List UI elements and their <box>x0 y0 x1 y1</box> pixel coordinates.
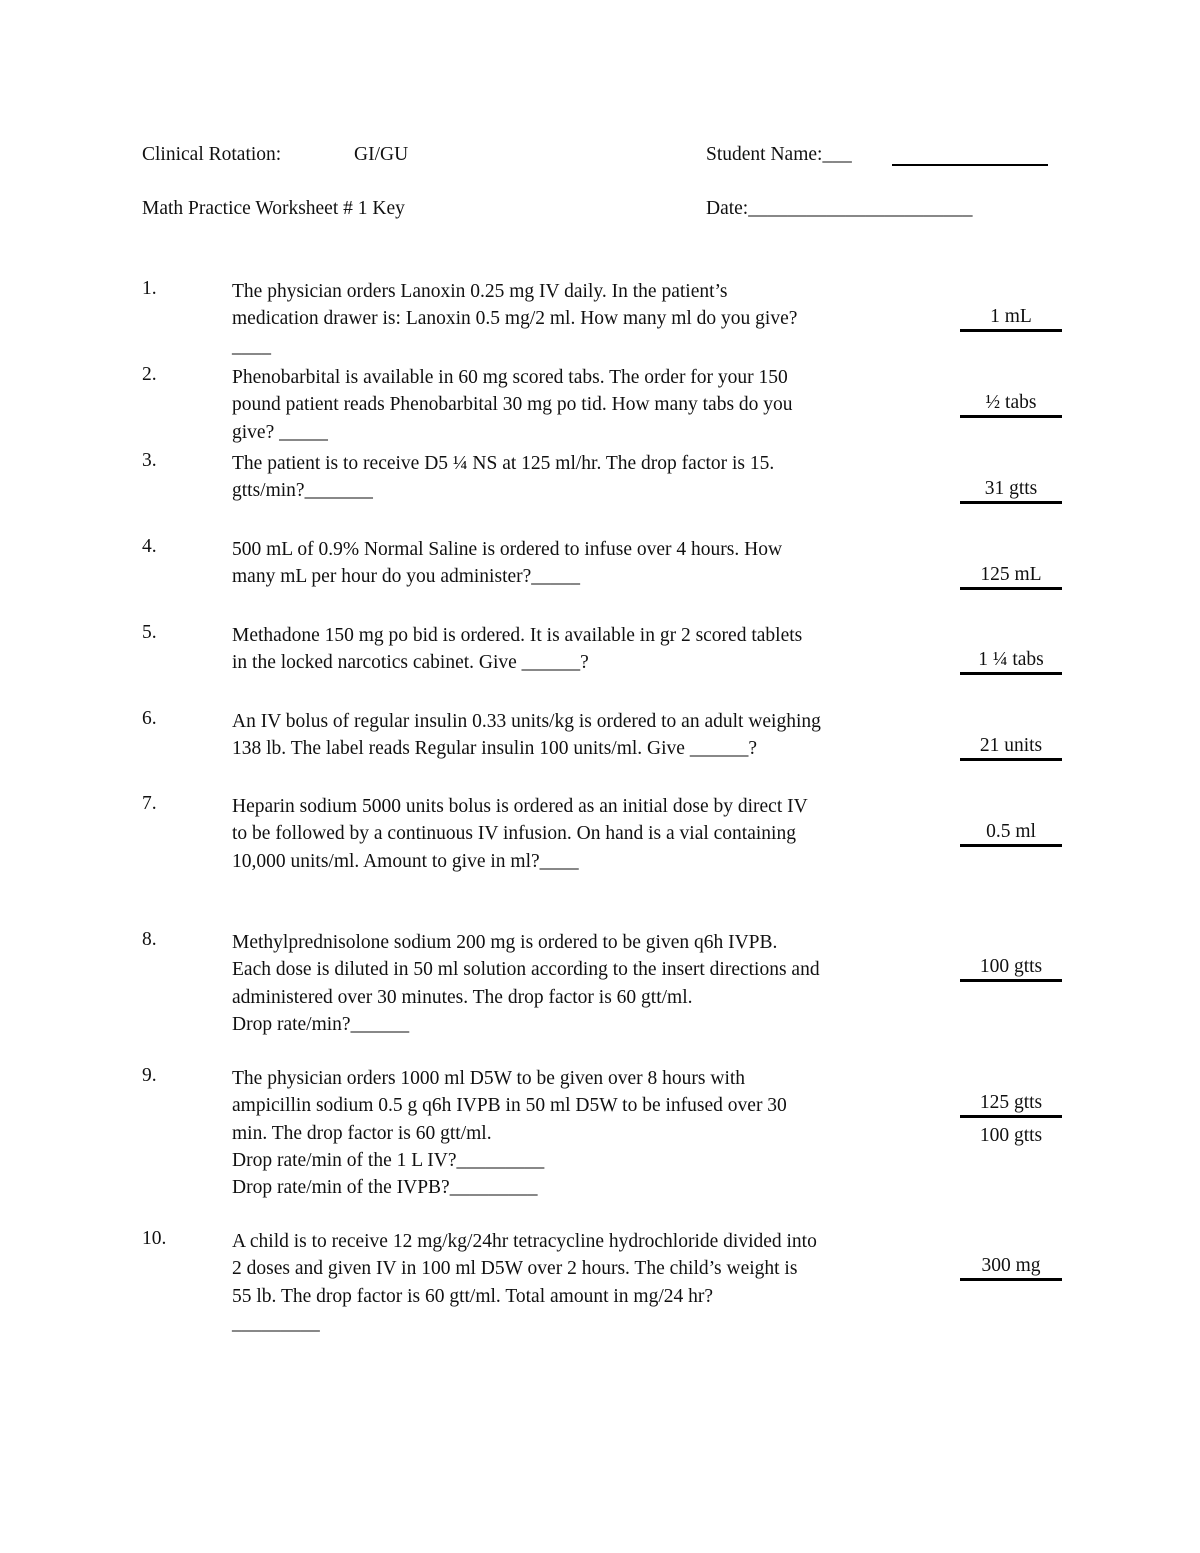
clinical-rotation-label: Clinical Rotation: <box>142 144 282 165</box>
question-text <box>232 708 821 763</box>
question-number: 10. <box>142 1228 167 1249</box>
question-text <box>232 450 774 505</box>
question-line: Methylprednisolone sodium 200 mg is ordered to be given q6h IVPB. <box>232 932 778 953</box>
question-text <box>232 929 820 1038</box>
question-text <box>232 1228 817 1337</box>
question-text <box>232 1065 787 1201</box>
question-line: give? _____ <box>232 421 328 443</box>
question-line: The patient is to receive D5 ¼ NS at 125 ml/hr. The drop factor is 15. <box>232 453 775 474</box>
question-line: Drop rate/min?______ <box>232 1013 410 1035</box>
question-number: 1. <box>142 278 157 299</box>
answer-key: 100 gtts <box>979 1125 1043 1146</box>
question-line: Methadone 150 mg po bid is ordered. It is available in gr 2 scored tablets <box>232 625 803 646</box>
question-line: min. The drop factor is 60 gtt/ml. <box>232 1122 492 1144</box>
question-line: Drop rate/min of the 1 L IV?_________ <box>232 1149 545 1171</box>
question-text <box>232 278 797 360</box>
student-name-field[interactable] <box>892 146 1048 166</box>
question-line: The physician orders Lanoxin 0.25 mg IV daily. In the patient’s <box>232 281 728 302</box>
question-line: Each dose is diluted in 50 ml solution according to the insert directions and <box>232 959 820 981</box>
question-line: gtts/min?_______ <box>232 480 373 502</box>
question-text <box>232 622 802 677</box>
question-line: An IV bolus of regular insulin 0.33 units/kg is ordered to an adult weighing <box>232 711 821 732</box>
question-line: _________ <box>232 1312 320 1334</box>
question-number: 9. <box>142 1065 157 1086</box>
question-number: 5. <box>142 622 157 643</box>
question-number: 7. <box>142 793 157 814</box>
question-text <box>232 364 793 446</box>
clinical-rotation-value: GI/GU <box>354 144 409 165</box>
question-text <box>232 793 808 875</box>
question-line: ____ <box>232 335 271 357</box>
question-line: ampicillin sodium 0.5 g q6h IVPB in 50 ml D5W to be infused over 30 <box>232 1095 787 1117</box>
student-name-label: Student Name:___ <box>706 144 852 165</box>
question-number: 2. <box>142 364 157 385</box>
question-line: pound patient reads Phenobarbital 30 mg po tid. How many tabs do you <box>232 394 793 416</box>
question-line: 2 doses and given IV in 100 ml D5W over 2 hours. The child’s weight is <box>232 1258 798 1280</box>
question-line: 138 lb. The label reads Regular insulin 100 units/ml. Give ______? <box>232 738 757 760</box>
answer-key: 1 mL <box>960 306 1062 332</box>
answer-key: 21 units <box>960 735 1062 761</box>
question-line: Drop rate/min of the IVPB?_________ <box>232 1177 538 1199</box>
answer-key: 100 gtts <box>960 956 1062 982</box>
answer-key: 125 gtts <box>960 1092 1062 1118</box>
question-line: A child is to receive 12 mg/kg/24hr tetracycline hydrochloride divided into <box>232 1231 817 1252</box>
question-line: The physician orders 1000 ml D5W to be given over 8 hours with <box>232 1068 746 1089</box>
question-line: 10,000 units/ml. Amount to give in ml?____ <box>232 850 579 872</box>
question-number: 4. <box>142 536 157 557</box>
question-line: to be followed by a continuous IV infusion. On hand is a vial containing <box>232 823 796 845</box>
date-field[interactable]: Date:_______________________ <box>706 198 973 219</box>
question-line: medication drawer is: Lanoxin 0.5 mg/2 ml. How many ml do you give? <box>232 308 798 330</box>
answer-key: ½ tabs <box>960 392 1062 418</box>
question-number: 8. <box>142 929 157 950</box>
question-line: administered over 30 minutes. The drop factor is 60 gtt/ml. <box>232 986 693 1008</box>
question-text <box>232 536 782 591</box>
answer-key: 31 gtts <box>960 478 1062 504</box>
answer-key: 125 mL <box>960 564 1062 590</box>
answer-key: 0.5 ml <box>960 821 1062 847</box>
question-line: 55 lb. The drop factor is 60 gtt/ml. Total amount in mg/24 hr? <box>232 1285 714 1307</box>
question-line: 500 mL of 0.9% Normal Saline is ordered to infuse over 4 hours. How <box>232 539 783 560</box>
question-number: 6. <box>142 708 157 729</box>
question-line: in the locked narcotics cabinet. Give ______? <box>232 652 589 674</box>
answer-key: 300 mg <box>960 1255 1062 1281</box>
worksheet-title: Math Practice Worksheet # 1 Key <box>142 198 405 219</box>
question-number: 3. <box>142 450 157 471</box>
question-line: Phenobarbital is available in 60 mg scored tabs. The order for your 150 <box>232 367 788 388</box>
question-line: Heparin sodium 5000 units bolus is ordered as an initial dose by direct IV <box>232 796 808 817</box>
answer-key: 1 ¼ tabs <box>960 649 1062 675</box>
question-line: many mL per hour do you administer?_____ <box>232 566 581 588</box>
